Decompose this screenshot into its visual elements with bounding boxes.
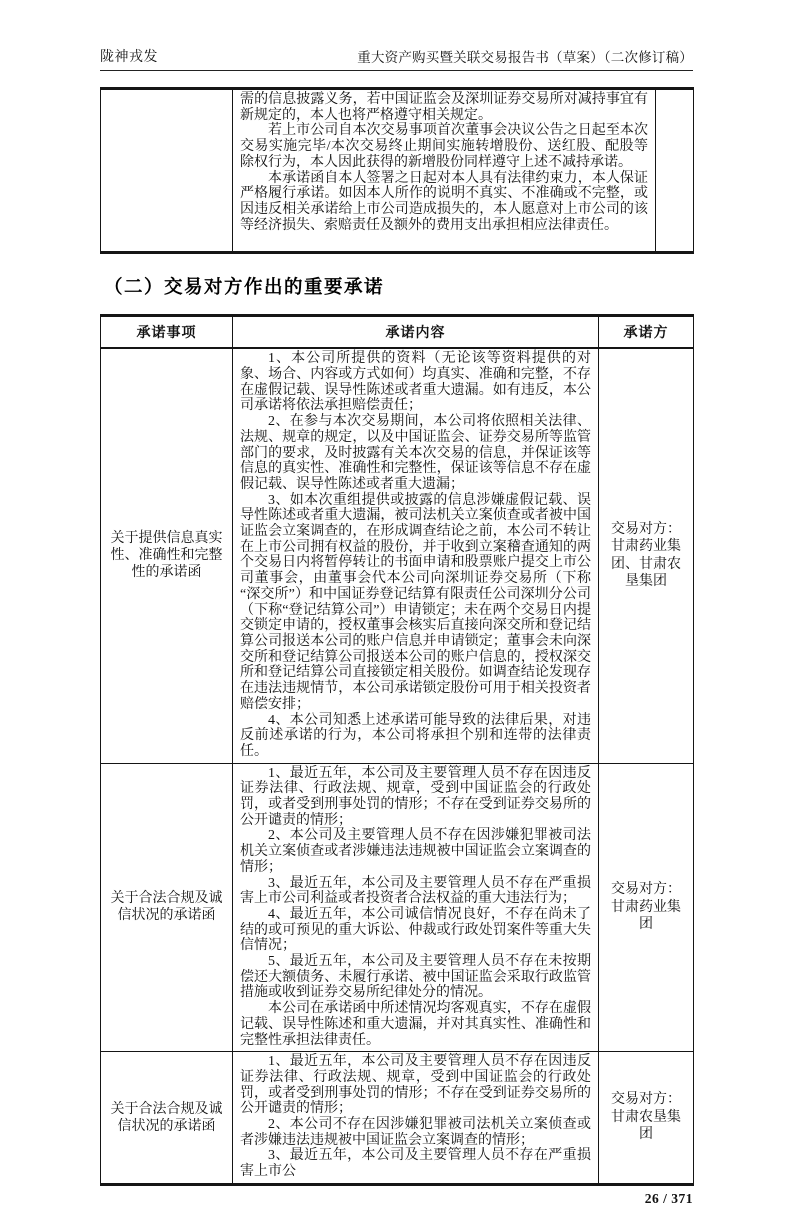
commitment-party-cell: 交易对方：甘肃药业集团 [599, 763, 694, 1052]
section-heading: （二）交易对方作出的重要承诺 [104, 276, 385, 298]
paragraph: 3、最近五年，本公司及主要管理人员不存在严重损害上市公司利益或者投资者合法权益的重大违法行为； [240, 875, 591, 907]
paragraph: 4、最近五年，本公司诚信情况良好，不存在尚未了结的或可预见的重大诉讼、仲裁或行政处罚案件等重大失信情况； [240, 906, 591, 954]
commitment-table [100, 314, 694, 1186]
paragraph: 2、本公司不存在因涉嫌犯罪被司法机关立案侦查或者涉嫌违法违规被中国证监会立案调查的情形； [240, 1117, 591, 1148]
commitment-content-cell [233, 1052, 599, 1185]
continued-commitment-table [100, 87, 694, 254]
column-header-item: 承诺事项 [101, 316, 233, 349]
table-row [101, 1052, 694, 1185]
commitment-party-cell: 交易对方：甘肃农垦集团 [599, 1052, 694, 1185]
column-header-content: 承诺内容 [233, 316, 599, 349]
commitment-party-cell-empty [656, 89, 694, 253]
paragraph: 4、本公司知悉上述承诺可能导致的法律后果，对违反前述承诺的行为，本公司将承担个别和连带的法律责任。 [240, 712, 591, 759]
commitment-item-cell: 关于提供信息真实性、准确性和完整性的承诺函 [101, 348, 233, 763]
paragraph: 5、最近五年，本公司及主要管理人员不存在未按期偿还大额债务、未履行承诺、被中国证监会采取行政监管措施或收到证券交易所纪律处分的情况。 [240, 954, 591, 1001]
paragraph: 2、本公司及主要管理人员不存在因涉嫌犯罪被司法机关立案侦查或者涉嫌违法违规被中国证监会立案调查的情形； [240, 828, 591, 875]
commitment-item-cell-empty [101, 89, 233, 253]
paragraph: 若上市公司自本次交易事项首次董事会决议公告之日起至本次交易实施完毕/本次交易终止期间实施转增股份、送红股、配股等除权行为，本人因此获得的新增股份同样遵守上述不减持承诺。 [240, 123, 648, 170]
page-number: 26 / 371 [644, 1190, 693, 1206]
commitment-content-cell [233, 89, 656, 253]
paragraph: 1、最近五年，本公司及主要管理人员不存在因违反证券法律、行政法规、规章，受到中国证监会的行政处罚，或者受到刑事处罚的情形；不存在受到证券交易所的公开谴责的情形； [240, 1054, 591, 1117]
page-header [100, 46, 693, 71]
paragraph: 1、本公司所提供的资料（无论该等资料提供的对象、场合、内容或方式如何）均真实、准确和完整，不存在虚假记载、误导性陈述或者重大遗漏。如有违反，本公司承诺将依法承担赔偿责任； [240, 351, 591, 414]
paragraph: 3、如本次重组提供或披露的信息涉嫌虚假记载、误导性陈述或者重大遗漏，被司法机关立案侦查或者被中国证监会立案调查的，在形成调查结论之前，本公司不转让在上市公司拥有权益的股份，并于收到立案稽查通知的两个交易日内将暂停转让的书面申请和股票账户提交上市公司董事会，由董事会代本公司向深圳证券交易所（下称“深交所”）和中国证券登记结算有限责任公司深圳分公司（下称“登记结算公司”）申请锁定；未在两个交易日内提交锁定申请的，授权董事会核实后直接向深交所和登记结算公司报送本公司的账户信息并申请锁定；董事会未向深交所和登记结算公司报送本公司的账户信息的，授权深交所和登记结算公司直接锁定相关股份。如调查结论发现存在违法违规情节，本公司承诺锁定股份可用于相关投资者赔偿安排； [240, 492, 591, 712]
header-document-title: 重大资产购买暨关联交易报告书（草案）（二次修订稿） [357, 50, 693, 65]
paragraph: 3、最近五年，本公司及主要管理人员不存在严重损害上市公 [240, 1148, 591, 1180]
paragraph: 2、在参与本次交易期间，本公司将依照相关法律、法规、规章的规定，以及中国证监会、证券交易所等监管部门的要求，及时披露有关本次交易的信息，并保证该等信息的真实性、准确性和完整性，保证该等信息不存在虚假记载、误导性陈述或者重大遗漏； [240, 414, 591, 492]
table-header-row [101, 316, 694, 349]
page-footer [100, 1186, 693, 1207]
commitment-item-cell: 关于合法合规及诚信状况的承诺函 [101, 1052, 233, 1185]
header-company-name: 陇神戎发 [100, 50, 158, 65]
top-table-section [100, 87, 693, 254]
paragraph: 1、最近五年，本公司及主要管理人员不存在因违反证券法律、行政法规、规章，受到中国证监会的行政处罚，或者受到刑事处罚的情形；不存在受到证券交易所的公开谴责的情形； [240, 765, 591, 828]
commitment-content-cell [233, 348, 599, 763]
commitment-item-cell: 关于合法合规及诚信状况的承诺函 [101, 763, 233, 1052]
paragraph: 本承诺函自本人签署之日起对本人具有法律约束力，本人保证严格履行承诺。如因本人所作的说明不真实、不准确或不完整，或因违反相关承诺给上市公司造成损失的，本人愿意对上市公司的该等经济损失、索赔责任及额外的费用支出承担相应法律责任。 [240, 170, 648, 233]
table-row [101, 89, 694, 253]
column-header-party: 承诺方 [599, 316, 694, 349]
table-row [101, 348, 694, 763]
table-row [101, 763, 694, 1052]
commitment-party-cell: 交易对方：甘肃药业集团、甘肃农垦集团 [599, 348, 694, 763]
commitment-content-cell [233, 763, 599, 1052]
paragraph: 需的信息披露义务，若中国证监会及深圳证券交易所对减持事宜有新规定的，本人也将严格遵守相关规定。 [240, 92, 648, 123]
paragraph: 本公司在承诺函中所述情况均客观真实，不存在虚假记载、误导性陈述和重大遗漏，并对其真实性、准确性和完整性承担法律责任。 [240, 1001, 591, 1048]
